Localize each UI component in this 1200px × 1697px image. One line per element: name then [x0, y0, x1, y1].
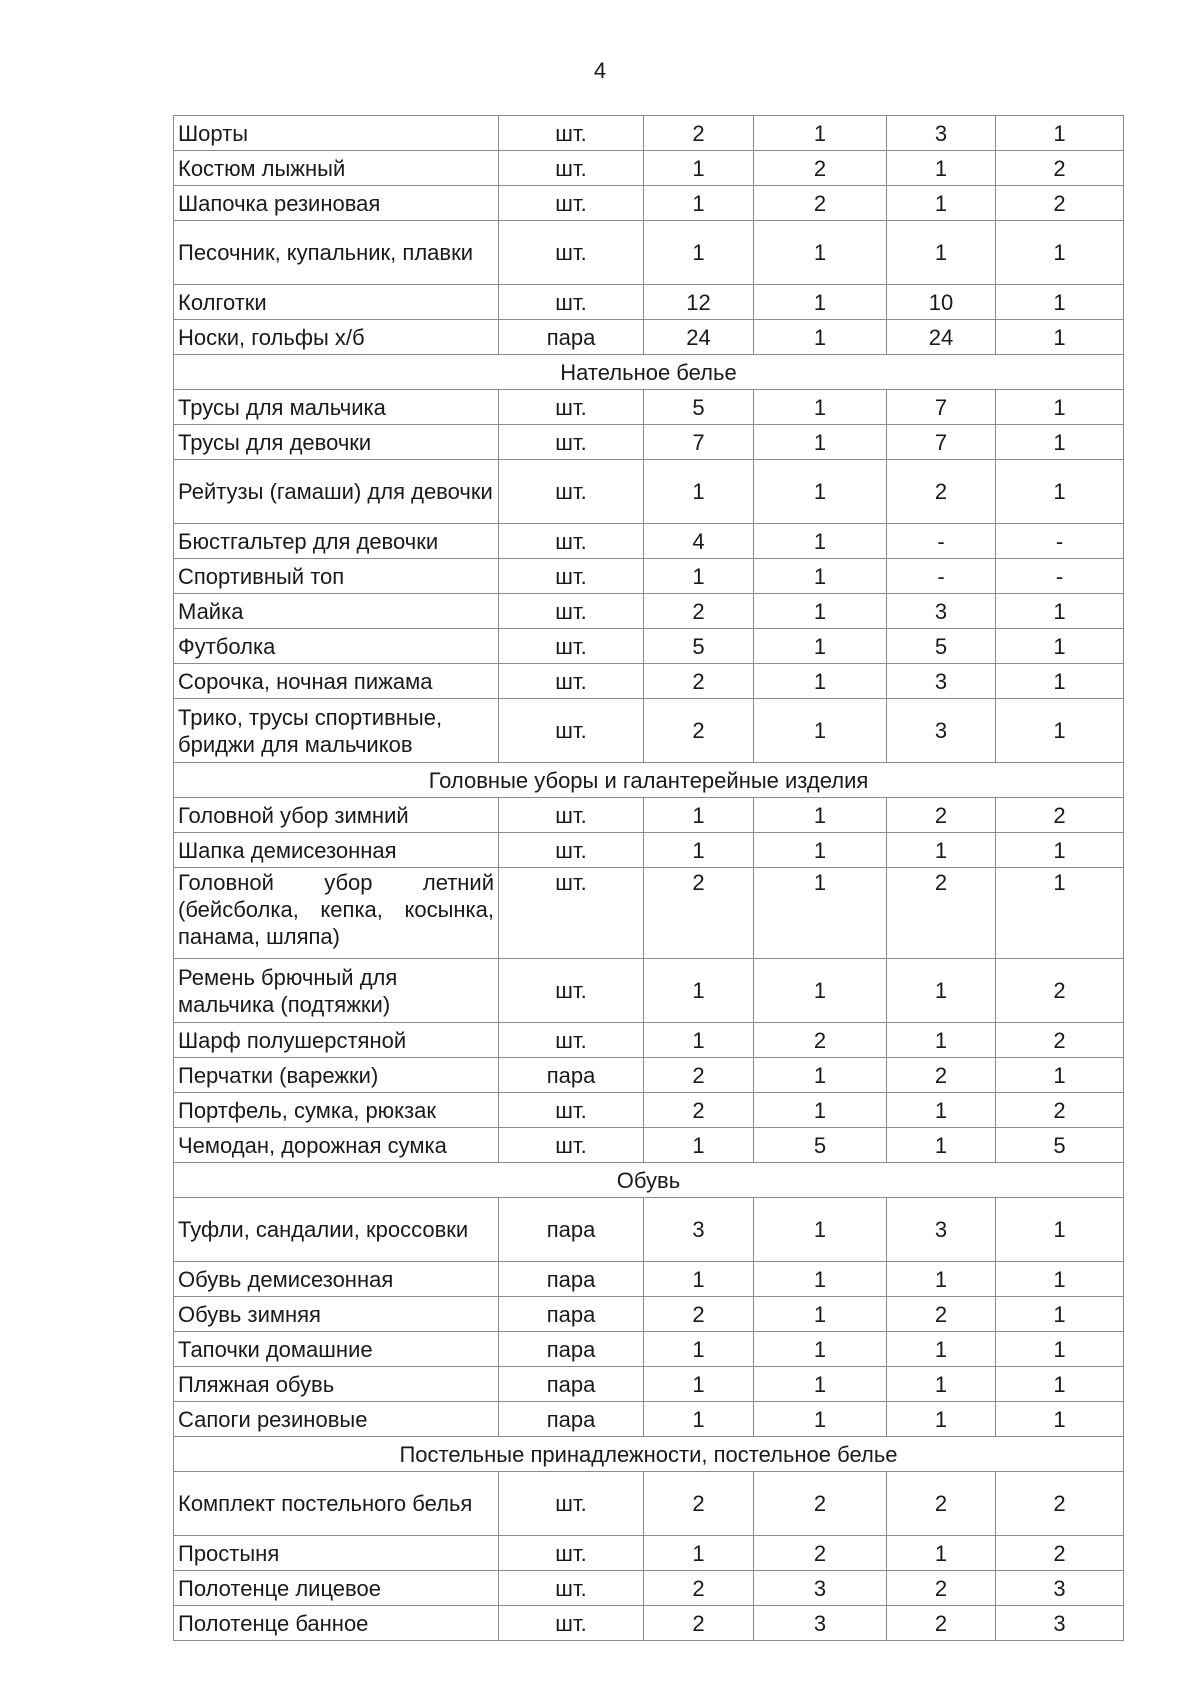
value-cell-4: 1: [996, 629, 1124, 664]
value-cell-3: 1: [887, 186, 996, 221]
value-cell-1: 2: [644, 1606, 754, 1641]
unit-cell: шт.: [499, 629, 644, 664]
table-row: [174, 1262, 1124, 1297]
value-cell-4: 1: [996, 1198, 1124, 1262]
value-cell-4: 2: [996, 151, 1124, 186]
value-cell-4: 1: [996, 1058, 1124, 1093]
value-cell-2: 1: [754, 868, 887, 959]
value-cell-1: 1: [644, 186, 754, 221]
item-name-cell: Туфли, сандалии, кроссовки: [174, 1198, 499, 1262]
table-row: [174, 1472, 1124, 1536]
value-cell-1: 1: [644, 151, 754, 186]
value-cell-2: 1: [754, 116, 887, 151]
value-cell-1: 2: [644, 1058, 754, 1093]
item-name-cell: Комплект постельного белья: [174, 1472, 499, 1536]
value-cell-3: 1: [887, 1262, 996, 1297]
unit-cell: шт.: [499, 186, 644, 221]
value-cell-1: 1: [644, 1402, 754, 1437]
section-header-row: [174, 355, 1124, 390]
value-cell-1: 1: [644, 221, 754, 285]
value-cell-3: 2: [887, 1571, 996, 1606]
unit-cell: шт.: [499, 1571, 644, 1606]
unit-cell: пара: [499, 1262, 644, 1297]
table-row: [174, 959, 1124, 1023]
value-cell-1: 4: [644, 524, 754, 559]
item-name-cell: Пляжная обувь: [174, 1367, 499, 1402]
value-cell-3: 3: [887, 116, 996, 151]
value-cell-4: 1: [996, 425, 1124, 460]
value-cell-3: 1: [887, 959, 996, 1023]
value-cell-3: 1: [887, 1332, 996, 1367]
unit-cell: пара: [499, 1367, 644, 1402]
value-cell-4: -: [996, 559, 1124, 594]
item-name-cell: Тапочки домашние: [174, 1332, 499, 1367]
item-name-cell: Спортивный топ: [174, 559, 499, 594]
value-cell-3: 2: [887, 798, 996, 833]
value-cell-3: 2: [887, 1606, 996, 1641]
value-cell-4: 3: [996, 1571, 1124, 1606]
value-cell-1: 1: [644, 833, 754, 868]
unit-cell: шт.: [499, 460, 644, 524]
unit-cell: шт.: [499, 524, 644, 559]
value-cell-4: 1: [996, 594, 1124, 629]
table-row: [174, 1606, 1124, 1641]
table-row: [174, 390, 1124, 425]
unit-cell: шт.: [499, 1093, 644, 1128]
unit-cell: шт.: [499, 594, 644, 629]
item-name-cell: Головной убор зимний: [174, 798, 499, 833]
value-cell-1: 1: [644, 1128, 754, 1163]
value-cell-3: 10: [887, 285, 996, 320]
value-cell-1: 1: [644, 1262, 754, 1297]
table-row: [174, 116, 1124, 151]
value-cell-4: 2: [996, 959, 1124, 1023]
item-name-cell: Песочник, купальник, плавки: [174, 221, 499, 285]
value-cell-2: 3: [754, 1571, 887, 1606]
value-cell-2: 1: [754, 460, 887, 524]
value-cell-2: 1: [754, 1262, 887, 1297]
value-cell-1: 1: [644, 559, 754, 594]
value-cell-2: 1: [754, 1297, 887, 1332]
value-cell-3: 3: [887, 594, 996, 629]
table-row: [174, 285, 1124, 320]
value-cell-1: 2: [644, 1472, 754, 1536]
value-cell-2: 1: [754, 699, 887, 763]
value-cell-4: -: [996, 524, 1124, 559]
value-cell-2: 1: [754, 320, 887, 355]
value-cell-3: 2: [887, 1472, 996, 1536]
item-name-cell: Головной убор летний (бейсболка, кепка, косынка, панама, шляпа): [174, 868, 499, 959]
unit-cell: шт.: [499, 833, 644, 868]
item-name-cell: Шорты: [174, 116, 499, 151]
value-cell-3: 1: [887, 1093, 996, 1128]
value-cell-3: 1: [887, 1402, 996, 1437]
value-cell-3: -: [887, 559, 996, 594]
item-name-cell: Полотенце банное: [174, 1606, 499, 1641]
section-header-row: [174, 1437, 1124, 1472]
value-cell-2: 1: [754, 1198, 887, 1262]
value-cell-2: 2: [754, 1023, 887, 1058]
value-cell-1: 1: [644, 959, 754, 1023]
unit-cell: пара: [499, 1332, 644, 1367]
table-row: [174, 1128, 1124, 1163]
table-row: [174, 1093, 1124, 1128]
item-name-cell: Шарф полушерстяной: [174, 1023, 499, 1058]
value-cell-1: 1: [644, 1023, 754, 1058]
value-cell-3: 3: [887, 1198, 996, 1262]
value-cell-1: 5: [644, 629, 754, 664]
table-row: [174, 1536, 1124, 1571]
value-cell-4: 1: [996, 390, 1124, 425]
section-title: Обувь: [174, 1163, 1124, 1198]
table-row: [174, 1571, 1124, 1606]
table-row: [174, 664, 1124, 699]
value-cell-1: 7: [644, 425, 754, 460]
value-cell-2: 2: [754, 151, 887, 186]
unit-cell: шт.: [499, 559, 644, 594]
item-name-cell: Шапочка резиновая: [174, 186, 499, 221]
table-row: [174, 1023, 1124, 1058]
table-row: [174, 594, 1124, 629]
value-cell-1: 5: [644, 390, 754, 425]
value-cell-3: 7: [887, 390, 996, 425]
unit-cell: шт.: [499, 1023, 644, 1058]
item-name-cell: Майка: [174, 594, 499, 629]
table-row: [174, 1402, 1124, 1437]
value-cell-2: 1: [754, 221, 887, 285]
table-row: [174, 1058, 1124, 1093]
value-cell-3: 1: [887, 1023, 996, 1058]
value-cell-2: 1: [754, 833, 887, 868]
value-cell-1: 12: [644, 285, 754, 320]
value-cell-1: 2: [644, 699, 754, 763]
table-row: [174, 524, 1124, 559]
value-cell-2: 1: [754, 629, 887, 664]
value-cell-3: 3: [887, 699, 996, 763]
section-title: Головные уборы и галантерейные изделия: [174, 763, 1124, 798]
section-title: Нательное белье: [174, 355, 1124, 390]
value-cell-4: 1: [996, 699, 1124, 763]
value-cell-4: 2: [996, 798, 1124, 833]
item-name-cell: Рейтузы (гамаши) для девочки: [174, 460, 499, 524]
unit-cell: шт.: [499, 868, 644, 959]
item-name-cell: Трико, трусы спортивные, бриджи для мальчиков: [174, 699, 499, 763]
unit-cell: шт.: [499, 116, 644, 151]
item-name-cell: Полотенце лицевое: [174, 1571, 499, 1606]
unit-cell: шт.: [499, 699, 644, 763]
unit-cell: шт.: [499, 798, 644, 833]
value-cell-3: 24: [887, 320, 996, 355]
value-cell-3: 1: [887, 151, 996, 186]
item-name-cell: Носки, гольфы х/б: [174, 320, 499, 355]
value-cell-4: 1: [996, 285, 1124, 320]
table-row: [174, 425, 1124, 460]
item-name-cell: Обувь зимняя: [174, 1297, 499, 1332]
value-cell-4: 5: [996, 1128, 1124, 1163]
value-cell-3: 1: [887, 1128, 996, 1163]
value-cell-1: 2: [644, 664, 754, 699]
value-cell-1: 2: [644, 1093, 754, 1128]
item-name-cell: Трусы для девочки: [174, 425, 499, 460]
value-cell-3: 2: [887, 1058, 996, 1093]
value-cell-2: 1: [754, 594, 887, 629]
value-cell-4: 1: [996, 1367, 1124, 1402]
value-cell-3: 1: [887, 833, 996, 868]
value-cell-3: 5: [887, 629, 996, 664]
unit-cell: шт.: [499, 151, 644, 186]
table-row: [174, 868, 1124, 959]
table-row: [174, 798, 1124, 833]
value-cell-3: 3: [887, 664, 996, 699]
value-cell-4: 1: [996, 1297, 1124, 1332]
unit-cell: пара: [499, 320, 644, 355]
table-body: [174, 116, 1124, 1641]
value-cell-2: 1: [754, 1402, 887, 1437]
unit-cell: шт.: [499, 285, 644, 320]
section-title: Постельные принадлежности, постельное белье: [174, 1437, 1124, 1472]
value-cell-3: -: [887, 524, 996, 559]
item-name-cell: Простыня: [174, 1536, 499, 1571]
value-cell-2: 1: [754, 425, 887, 460]
item-name-cell: Колготки: [174, 285, 499, 320]
page-number: 4: [593, 58, 607, 83]
unit-cell: шт.: [499, 221, 644, 285]
value-cell-3: 1: [887, 1536, 996, 1571]
table-row: [174, 833, 1124, 868]
value-cell-1: 1: [644, 1367, 754, 1402]
norms-table: [173, 115, 1124, 1641]
value-cell-1: 2: [644, 868, 754, 959]
value-cell-4: 1: [996, 1402, 1124, 1437]
value-cell-2: 2: [754, 1536, 887, 1571]
value-cell-4: 2: [996, 1472, 1124, 1536]
value-cell-2: 1: [754, 390, 887, 425]
value-cell-1: 24: [644, 320, 754, 355]
table-row: [174, 1297, 1124, 1332]
value-cell-4: 2: [996, 1536, 1124, 1571]
unit-cell: шт.: [499, 1606, 644, 1641]
table-row: [174, 151, 1124, 186]
value-cell-2: 1: [754, 664, 887, 699]
value-cell-1: 1: [644, 1536, 754, 1571]
value-cell-4: 1: [996, 460, 1124, 524]
table-row: [174, 629, 1124, 664]
value-cell-4: 1: [996, 833, 1124, 868]
item-name-cell: Трусы для мальчика: [174, 390, 499, 425]
unit-cell: шт.: [499, 1472, 644, 1536]
value-cell-4: 1: [996, 1262, 1124, 1297]
item-name-cell: Ремень брючный для мальчика (подтяжки): [174, 959, 499, 1023]
unit-cell: шт.: [499, 959, 644, 1023]
value-cell-2: 2: [754, 186, 887, 221]
value-cell-2: 2: [754, 1472, 887, 1536]
value-cell-1: 1: [644, 1332, 754, 1367]
item-name-cell: Сорочка, ночная пижама: [174, 664, 499, 699]
item-name-cell: Перчатки (варежки): [174, 1058, 499, 1093]
value-cell-2: 1: [754, 285, 887, 320]
value-cell-4: 1: [996, 1332, 1124, 1367]
item-name-cell: Бюстгальтер для девочки: [174, 524, 499, 559]
value-cell-3: 1: [887, 221, 996, 285]
value-cell-3: 2: [887, 868, 996, 959]
value-cell-4: 1: [996, 116, 1124, 151]
value-cell-1: 1: [644, 798, 754, 833]
value-cell-1: 2: [644, 116, 754, 151]
item-name-cell: Обувь демисезонная: [174, 1262, 499, 1297]
unit-cell: пара: [499, 1297, 644, 1332]
value-cell-1: 3: [644, 1198, 754, 1262]
item-name-cell: Сапоги резиновые: [174, 1402, 499, 1437]
value-cell-2: 5: [754, 1128, 887, 1163]
value-cell-4: 1: [996, 868, 1124, 959]
value-cell-2: 3: [754, 1606, 887, 1641]
unit-cell: пара: [499, 1198, 644, 1262]
unit-cell: пара: [499, 1402, 644, 1437]
table-row: [174, 460, 1124, 524]
value-cell-3: 7: [887, 425, 996, 460]
section-header-row: [174, 763, 1124, 798]
item-name-cell: Костюм лыжный: [174, 151, 499, 186]
unit-cell: шт.: [499, 664, 644, 699]
table-row: [174, 559, 1124, 594]
value-cell-2: 1: [754, 1367, 887, 1402]
value-cell-1: 1: [644, 460, 754, 524]
unit-cell: шт.: [499, 390, 644, 425]
value-cell-4: 2: [996, 186, 1124, 221]
value-cell-4: 2: [996, 1093, 1124, 1128]
value-cell-4: 3: [996, 1606, 1124, 1641]
unit-cell: шт.: [499, 1536, 644, 1571]
item-name-cell: Шапка демисезонная: [174, 833, 499, 868]
unit-cell: шт.: [499, 425, 644, 460]
table-row: [174, 1332, 1124, 1367]
table-row: [174, 1367, 1124, 1402]
value-cell-3: 2: [887, 460, 996, 524]
table-row: [174, 699, 1124, 763]
unit-cell: шт.: [499, 1128, 644, 1163]
table-row: [174, 1198, 1124, 1262]
value-cell-3: 2: [887, 1297, 996, 1332]
value-cell-1: 2: [644, 1571, 754, 1606]
value-cell-2: 1: [754, 959, 887, 1023]
value-cell-4: 1: [996, 221, 1124, 285]
value-cell-4: 1: [996, 664, 1124, 699]
table-row: [174, 221, 1124, 285]
table-row: [174, 186, 1124, 221]
item-name-cell: Портфель, сумка, рюкзак: [174, 1093, 499, 1128]
value-cell-2: 1: [754, 1093, 887, 1128]
value-cell-1: 2: [644, 1297, 754, 1332]
value-cell-2: 1: [754, 1058, 887, 1093]
value-cell-2: 1: [754, 559, 887, 594]
value-cell-2: 1: [754, 798, 887, 833]
value-cell-2: 1: [754, 1332, 887, 1367]
item-name-cell: Футболка: [174, 629, 499, 664]
value-cell-2: 1: [754, 524, 887, 559]
unit-cell: пара: [499, 1058, 644, 1093]
value-cell-4: 2: [996, 1023, 1124, 1058]
value-cell-3: 1: [887, 1367, 996, 1402]
section-header-row: [174, 1163, 1124, 1198]
value-cell-4: 1: [996, 320, 1124, 355]
value-cell-1: 2: [644, 594, 754, 629]
item-name-cell: Чемодан, дорожная сумка: [174, 1128, 499, 1163]
table-row: [174, 320, 1124, 355]
